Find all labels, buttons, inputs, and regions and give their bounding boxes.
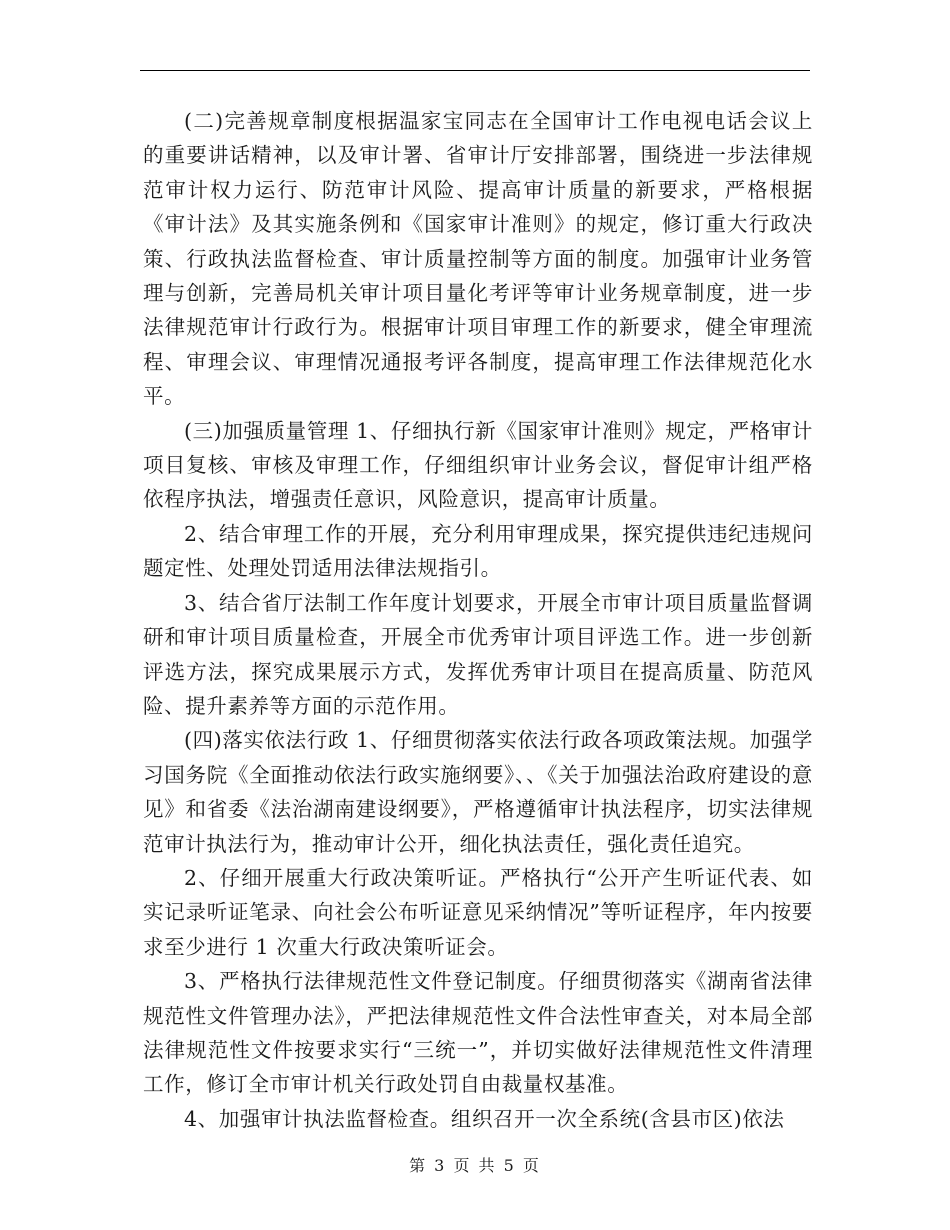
paragraph-quality-management: (三)加强质量管理 1、仔细执行新《国家审计准则》规定，严格审计项目复核、审核及审理工作，仔细组织审计业务会议，督促审计组严格依程序执法，增强责任意识，风险意识，提高审计质量。 [143,418,813,512]
paragraph-review-results: 2、结合审理工作的开展，充分利用审理成果，探究提供违纪违规问题定性、处理处罚适用法律法规指引。 [143,521,813,581]
document-body [143,104,813,1136]
paragraph-enforcement-inspection: 4、加强审计执法监督检查。组织召开一次全系统(含县市区)依法 [184,1106,785,1131]
paragraph-law-based-administration: (四)落实依法行政 1、仔细贯彻落实依法行政各项政策法规。加强学习国务院《全面推动依法行政实施纲要》、、《关于加强法治政府建设的意见》和省委《法治湖南建设纲要》，严格遵循审计执法程序，切实法律规范审计执法行为，推动审计公开，细化执法责任，强化责任追究。 [143,728,813,856]
paragraph-normative-documents: 3、严格执行法律规范性文件登记制度。仔细贯彻落实《湖南省法律规范性文件管理办法》，严把法律规范性文件合法性审查关，对本局全部法律规范性文件按要求实行“三统一”，并切实做好法律规范性文件清理工作，修订全市审计机关行政处罚自由裁量权基准。 [143,969,813,1097]
paragraph-decision-hearing: 2、仔细开展重大行政决策听证。严格执行“公开产生听证代表、如实记录听证笔录、向社会公布听证意见采纳情况”等听证程序，年内按要求至少进行 1 次重大行政决策听证会。 [143,865,813,959]
paragraph-improve-regulations: (二)完善规章制度根据温家宝同志在全国审计工作电视电话会议上的重要讲话精神，以及审计署、省审计厅安排部署，围绕进一步法律规范审计权力运行、防范审计风险、提高审计质量的新要求，严格根据《审计法》及其实施条例和《国家审计准则》的规定，修订重大行政决策、行政执法监督检查、审计质量控制等方面的制度。加强审计业务管理与创新，完善局机关审计项目量化考评等审计业务规章制度，进一步法律规范审计行政行为。根据审计项目审理工作的新要求，健全审理流程、审理会议、审理情况通报考评各制度，提高审理工作法律规范化水平。 [143,109,813,409]
paragraph-quality-supervision: 3、结合省厅法制工作年度计划要求，开展全市审计项目质量监督调研和审计项目质量检查，开展全市优秀审计项目评选工作。进一步创新评选方法，探究成果展示方式，发挥优秀审计项目在提高质量、防范风险、提升素养等方面的示范作用。 [143,590,813,718]
page-number-footer: 第 3 页 共 5 页 [409,1156,541,1175]
header-rule [140,70,810,71]
